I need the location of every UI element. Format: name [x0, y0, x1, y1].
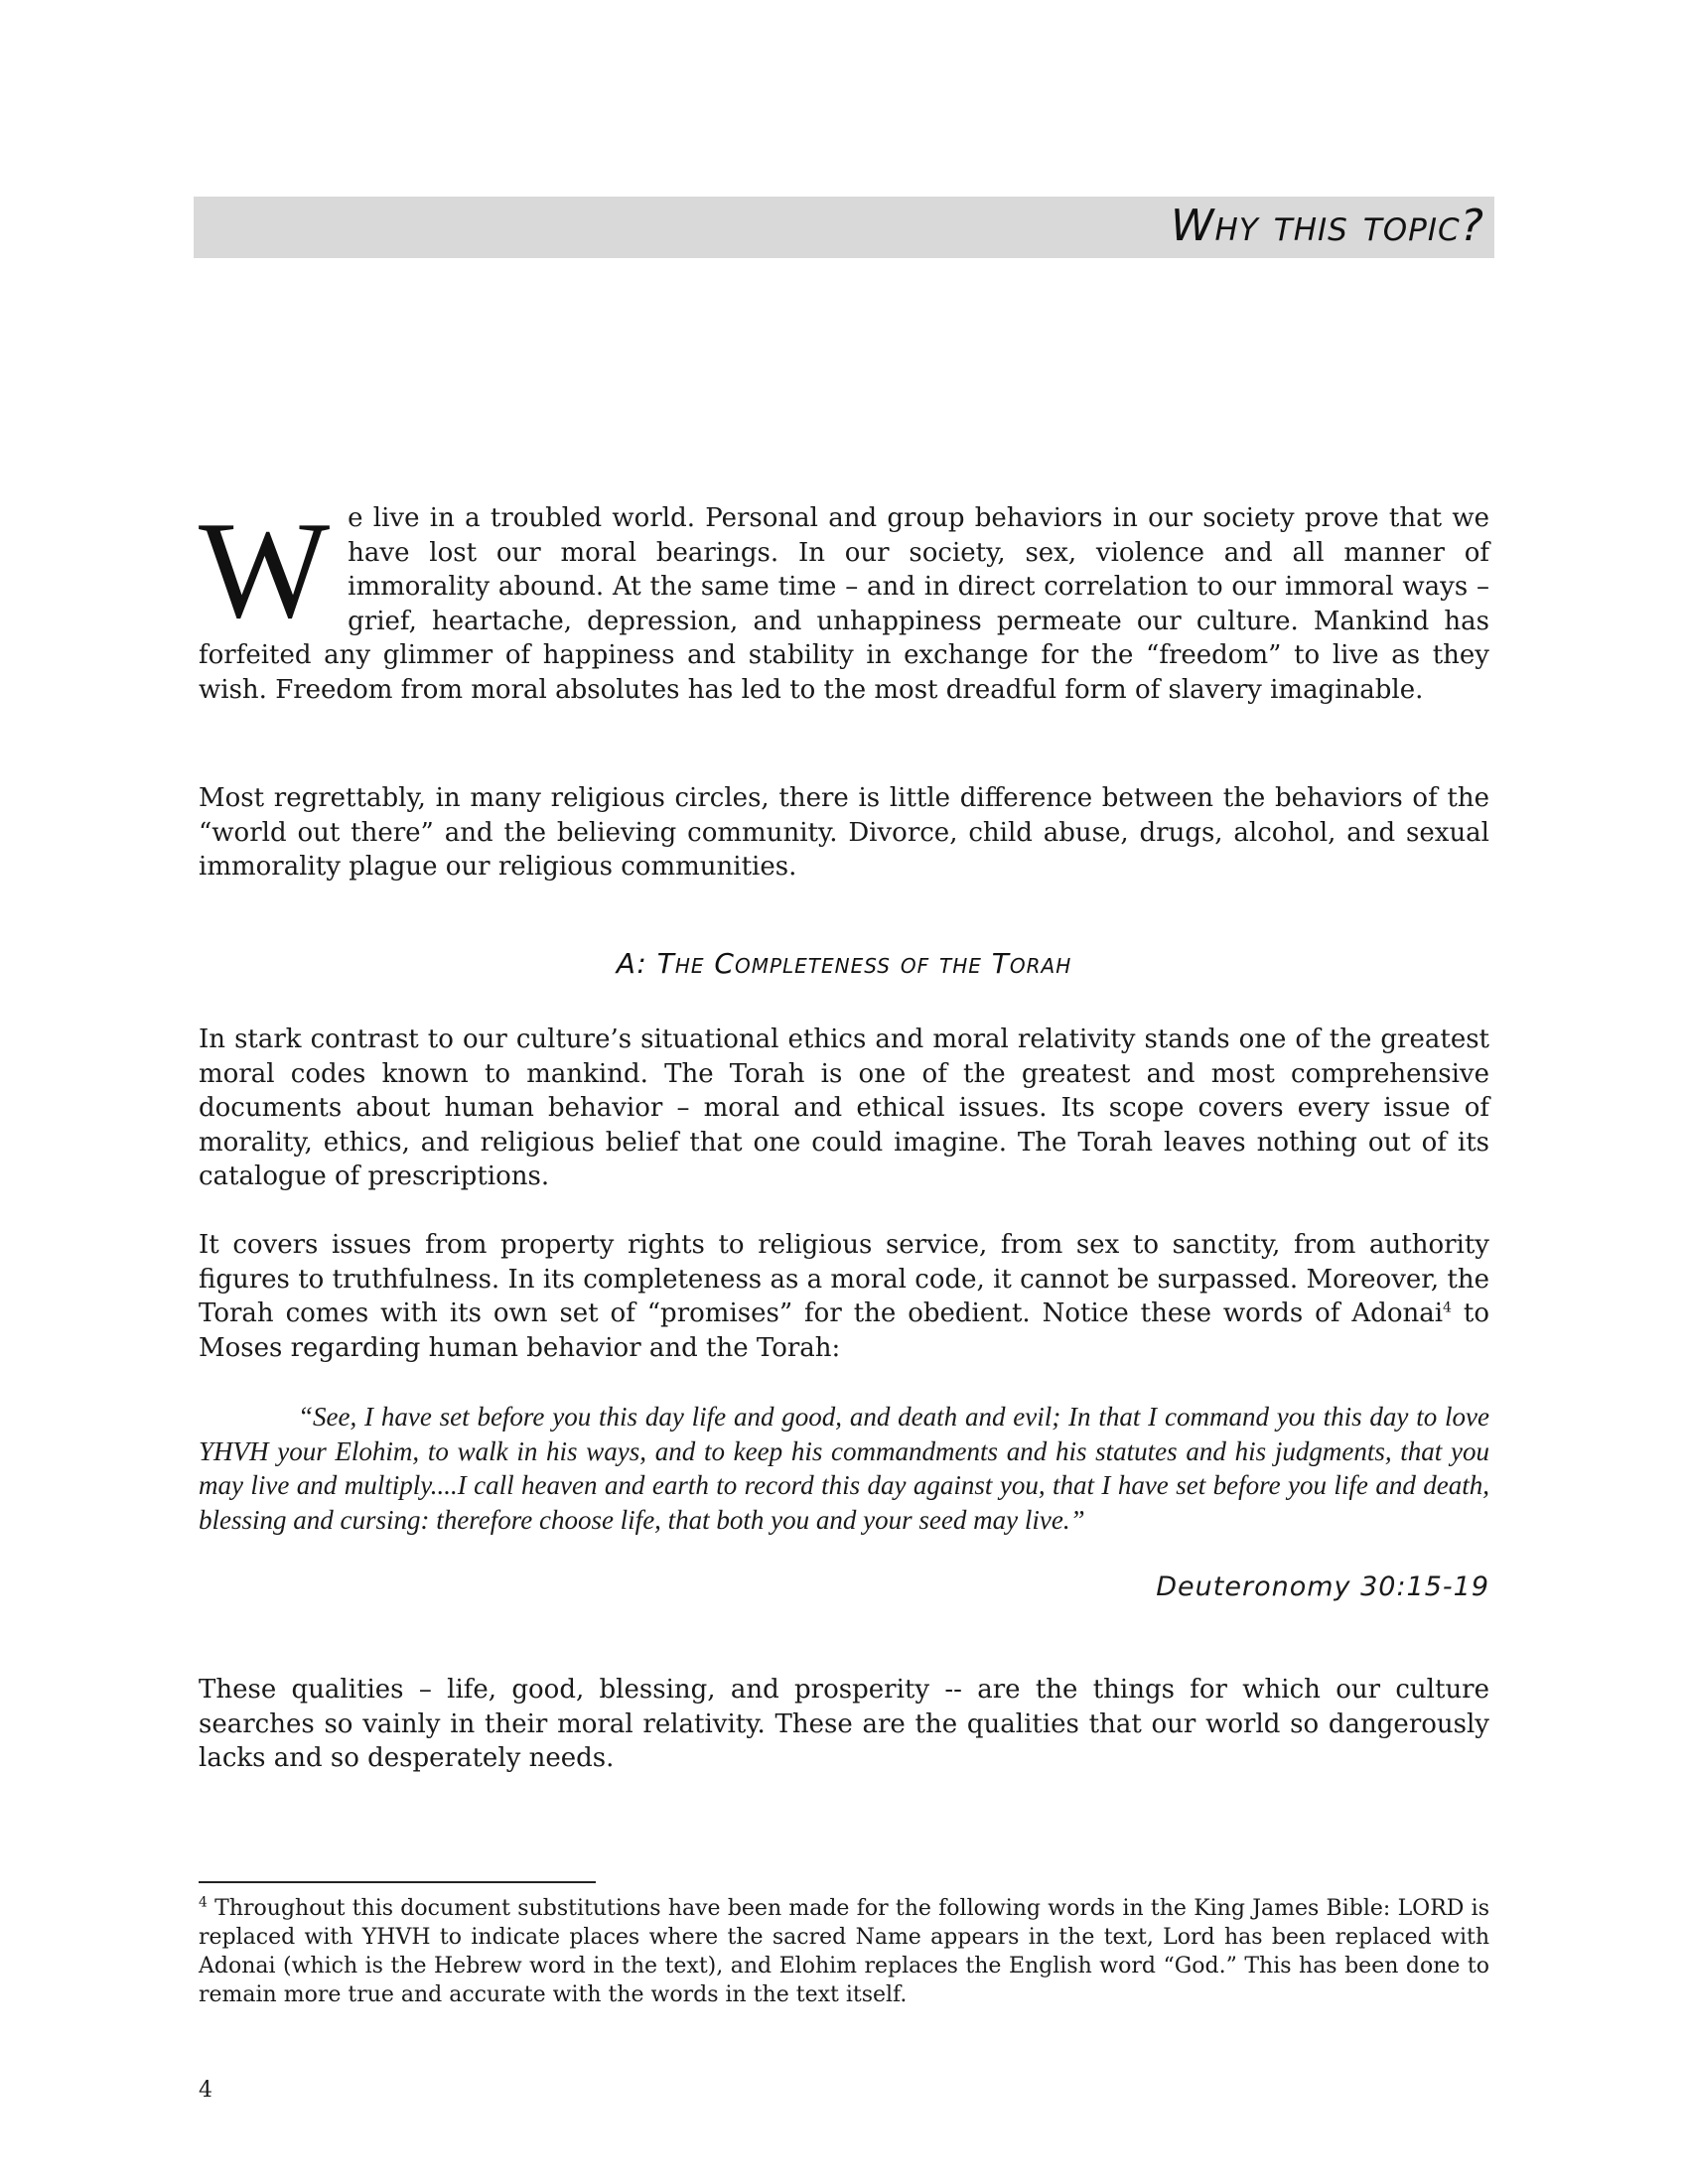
quote-citation: Deuteronomy 30:15-19 — [1156, 1571, 1489, 1602]
footnote-text: Throughout this document substitutions have been made for the following words in the King James Bible: LORD is replaced with YHVH to indicate places where the sacred Name appears in the text, Lord has been replaced with Adonai (which is the Hebrew word in the text), and Elohim replaces the English word “God.” This has been done to remain more true and accurate with the words in the text itself. — [199, 1896, 1489, 2007]
title-bar — [194, 197, 1494, 258]
footnote-divider — [199, 1881, 596, 1883]
page-number: 4 — [199, 2078, 212, 2103]
section-heading: A: The Completeness of the Torah — [616, 947, 1072, 980]
footnote — [199, 1894, 1489, 2009]
footnote-number: 4 — [199, 1894, 208, 1911]
intro-paragraph — [199, 493, 1489, 707]
drop-cap: W — [199, 493, 331, 647]
scripture-quote: “See, I have set before you this day life and good, and death and evil; In that I command you this day to love YHVH your Elohim, to walk in his ways, and to keep his commandments and his statutes and his judgments, that you may live and multiply....I call heaven and earth to record this day against you, that I have set before you life and death, blessing and cursing: therefore choose life, that both you and your seed may live.” — [199, 1402, 1489, 1535]
paragraph-3: In stark contrast to our culture’s situational ethics and moral relativity stands one of the greatest moral codes known to mankind. The Torah is one of the greatest and most comprehensive documents about human behavior – moral and ethical issues. Its scope covers every issue of morality, ethics, and religious belief that one could imagine. The Torah leaves nothing out of its catalogue of prescriptions. — [199, 1024, 1489, 1191]
paragraph-4-text-after: to Moses regarding human behavior and the Torah: — [199, 1298, 1489, 1363]
paragraph-4 — [199, 1228, 1489, 1365]
intro-text: e live in a troubled world. Personal and group behaviors in our society prove that we have lost our moral bearings. In our society, sex, violence and all manner of immorality abound. At the same time – and in direct correlation to our immoral ways – grief, heartache, depression, and unhappiness permeate our culture. Mankind has forfeited any glimmer of happiness and stability in exchange for the “freedom” to live as they wish. Freedom from moral absolutes has led to the most dreadful form of slavery imaginable. — [199, 503, 1489, 705]
footnote-reference[interactable]: 4 — [1443, 1299, 1452, 1316]
page-title: Why this topic? — [1171, 201, 1484, 251]
paragraph-5: These qualities – life, good, blessing, and prosperity -- are the things for which our culture searches so vainly in their moral relativity. These are the qualities that our world so dangerously lacks and so desperately needs. — [199, 1675, 1489, 1773]
paragraph-2: Most regrettably, in many religious circles, there is little difference between the behaviors of the “world out there” and the believing community. Divorce, child abuse, drugs, alcohol, and sexual immorality plague our religious communities. — [199, 783, 1489, 882]
paragraph-4-text: It covers issues from property rights to religious service, from sex to sanctity, from authority figures to truthfulness. In its completeness as a moral code, it cannot be surpassed. Moreover, the Torah comes with its own set of “promises” for the obedient. Notice these words of Adonai — [199, 1230, 1489, 1328]
